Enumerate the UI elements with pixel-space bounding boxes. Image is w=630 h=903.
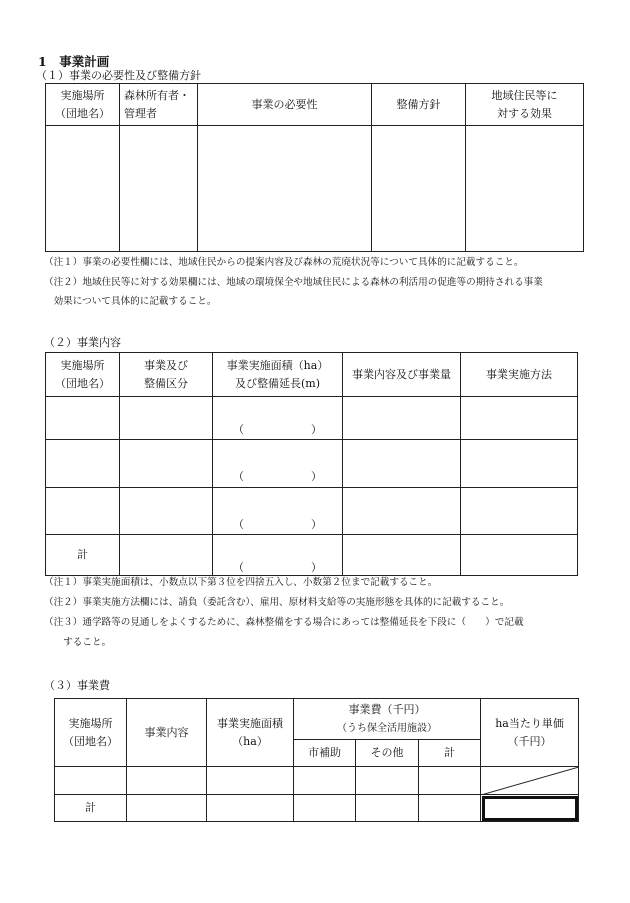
s3-cell[interactable] bbox=[356, 767, 419, 795]
s3-sub-other: その他 bbox=[356, 740, 419, 767]
s1-note-3: 効果について具体的に記載すること。 bbox=[44, 296, 217, 307]
s3-header-content: 事業内容 bbox=[127, 699, 207, 767]
s3-unit-price-cell[interactable] bbox=[481, 767, 579, 795]
s3-cell[interactable] bbox=[127, 767, 207, 795]
s3-cell[interactable] bbox=[356, 795, 419, 822]
s2-cell[interactable] bbox=[120, 488, 213, 535]
s2-cell[interactable] bbox=[46, 440, 120, 488]
s3-sub-city-subsidy: 市補助 bbox=[294, 740, 356, 767]
s2-cell[interactable] bbox=[461, 488, 578, 535]
s1-cell[interactable] bbox=[120, 126, 198, 252]
s2-area-cell[interactable]: （ ） bbox=[213, 397, 343, 440]
s2-cell[interactable] bbox=[343, 535, 461, 576]
s3-cell[interactable] bbox=[55, 767, 127, 795]
s1-header-effect: 地域住民等に 対する効果 bbox=[466, 84, 584, 126]
section1-table bbox=[45, 83, 584, 252]
s2-cell[interactable] bbox=[343, 397, 461, 440]
s1-header-owner: 森林所有者・ 管理者 bbox=[120, 84, 198, 126]
page-heading: 1 事業計画 bbox=[38, 54, 110, 69]
s1-cell[interactable] bbox=[372, 126, 466, 252]
s1-cell[interactable] bbox=[466, 126, 584, 252]
s1-header-policy: 整備方針 bbox=[372, 84, 466, 126]
s2-cell[interactable] bbox=[120, 440, 213, 488]
s3-header-area: 事業実施面積 （ha） bbox=[207, 699, 294, 767]
s3-header-cost: 事業費（千円） （うち保全活用施設） bbox=[294, 699, 481, 740]
s2-header-content: 事業内容及び事業量 bbox=[343, 353, 461, 397]
s2-cell[interactable] bbox=[461, 440, 578, 488]
s3-total-label: 計 bbox=[55, 795, 127, 822]
s2-header-location: 実施場所 （団地名） bbox=[46, 353, 120, 397]
s2-cell[interactable] bbox=[120, 535, 213, 576]
s2-area-cell[interactable]: （ ） bbox=[213, 535, 343, 576]
s2-header-method: 事業実施方法 bbox=[461, 353, 578, 397]
s1-header-necessity: 事業の必要性 bbox=[198, 84, 372, 126]
s3-cell[interactable] bbox=[207, 795, 294, 822]
s3-header-location: 実施場所 （団地名） bbox=[55, 699, 127, 767]
section3-table bbox=[54, 698, 579, 822]
s3-cell[interactable] bbox=[207, 767, 294, 795]
s2-cell[interactable] bbox=[120, 397, 213, 440]
s2-area-cell[interactable]: （ ） bbox=[213, 488, 343, 535]
s3-unit-price-total-cell[interactable] bbox=[481, 795, 579, 822]
s2-header-category: 事業及び 整備区分 bbox=[120, 353, 213, 397]
s2-note-4: すること。 bbox=[44, 637, 112, 648]
section2-title: （２）事業内容 bbox=[44, 336, 121, 349]
section3-title: （３）事業費 bbox=[44, 679, 110, 692]
s2-cell[interactable] bbox=[343, 488, 461, 535]
s2-note-3: （注３）通学路等の見通しをよくするために、森林整備をする場合にあっては整備延長を下段に（ ）で記載 bbox=[44, 617, 524, 628]
s2-cell[interactable] bbox=[343, 440, 461, 488]
s2-cell[interactable] bbox=[46, 488, 120, 535]
s3-cell[interactable] bbox=[419, 795, 481, 822]
s2-header-area: 事業実施面積（ha） 及び整備延長(m) bbox=[213, 353, 343, 397]
s2-cell[interactable] bbox=[461, 535, 578, 576]
s1-note-2: （注２）地域住民等に対する効果欄には、地域の環境保全や地域住民による森林の利活用の促進等の期待される事業 bbox=[44, 277, 543, 288]
s2-area-cell[interactable]: （ ） bbox=[213, 440, 343, 488]
s1-header-location: 実施場所 （団地名） bbox=[46, 84, 120, 126]
s2-note-2: （注２）事業実施方法欄には、請負（委託含む）、雇用、原材料支給等の実施形態を具体的に記載すること。 bbox=[44, 597, 510, 608]
s1-cell[interactable] bbox=[46, 126, 120, 252]
s2-cell[interactable] bbox=[461, 397, 578, 440]
diagonal-line bbox=[481, 767, 579, 795]
section2-table bbox=[45, 352, 578, 576]
s3-header-unit-price: ha当たり単価 （千円） bbox=[481, 699, 579, 767]
s3-sub-total: 計 bbox=[419, 740, 481, 767]
s3-cell[interactable] bbox=[419, 767, 481, 795]
s2-cell[interactable] bbox=[46, 397, 120, 440]
s2-note-1: （注１）事業実施面積は、小数点以下第３位を四捨五入し、小数第２位まで記載すること。 bbox=[44, 577, 438, 588]
s3-cell[interactable] bbox=[294, 767, 356, 795]
s1-note-1: （注１）事業の必要性欄には、地域住民からの提案内容及び森林の荒廃状況等について具体的に記載すること。 bbox=[44, 257, 524, 268]
s3-cell[interactable] bbox=[127, 795, 207, 822]
s2-total-label: 計 bbox=[46, 535, 120, 576]
s3-cell[interactable] bbox=[294, 795, 356, 822]
s1-cell[interactable] bbox=[198, 126, 372, 252]
section1-title: （１）事業の必要性及び整備方針 bbox=[36, 69, 201, 82]
